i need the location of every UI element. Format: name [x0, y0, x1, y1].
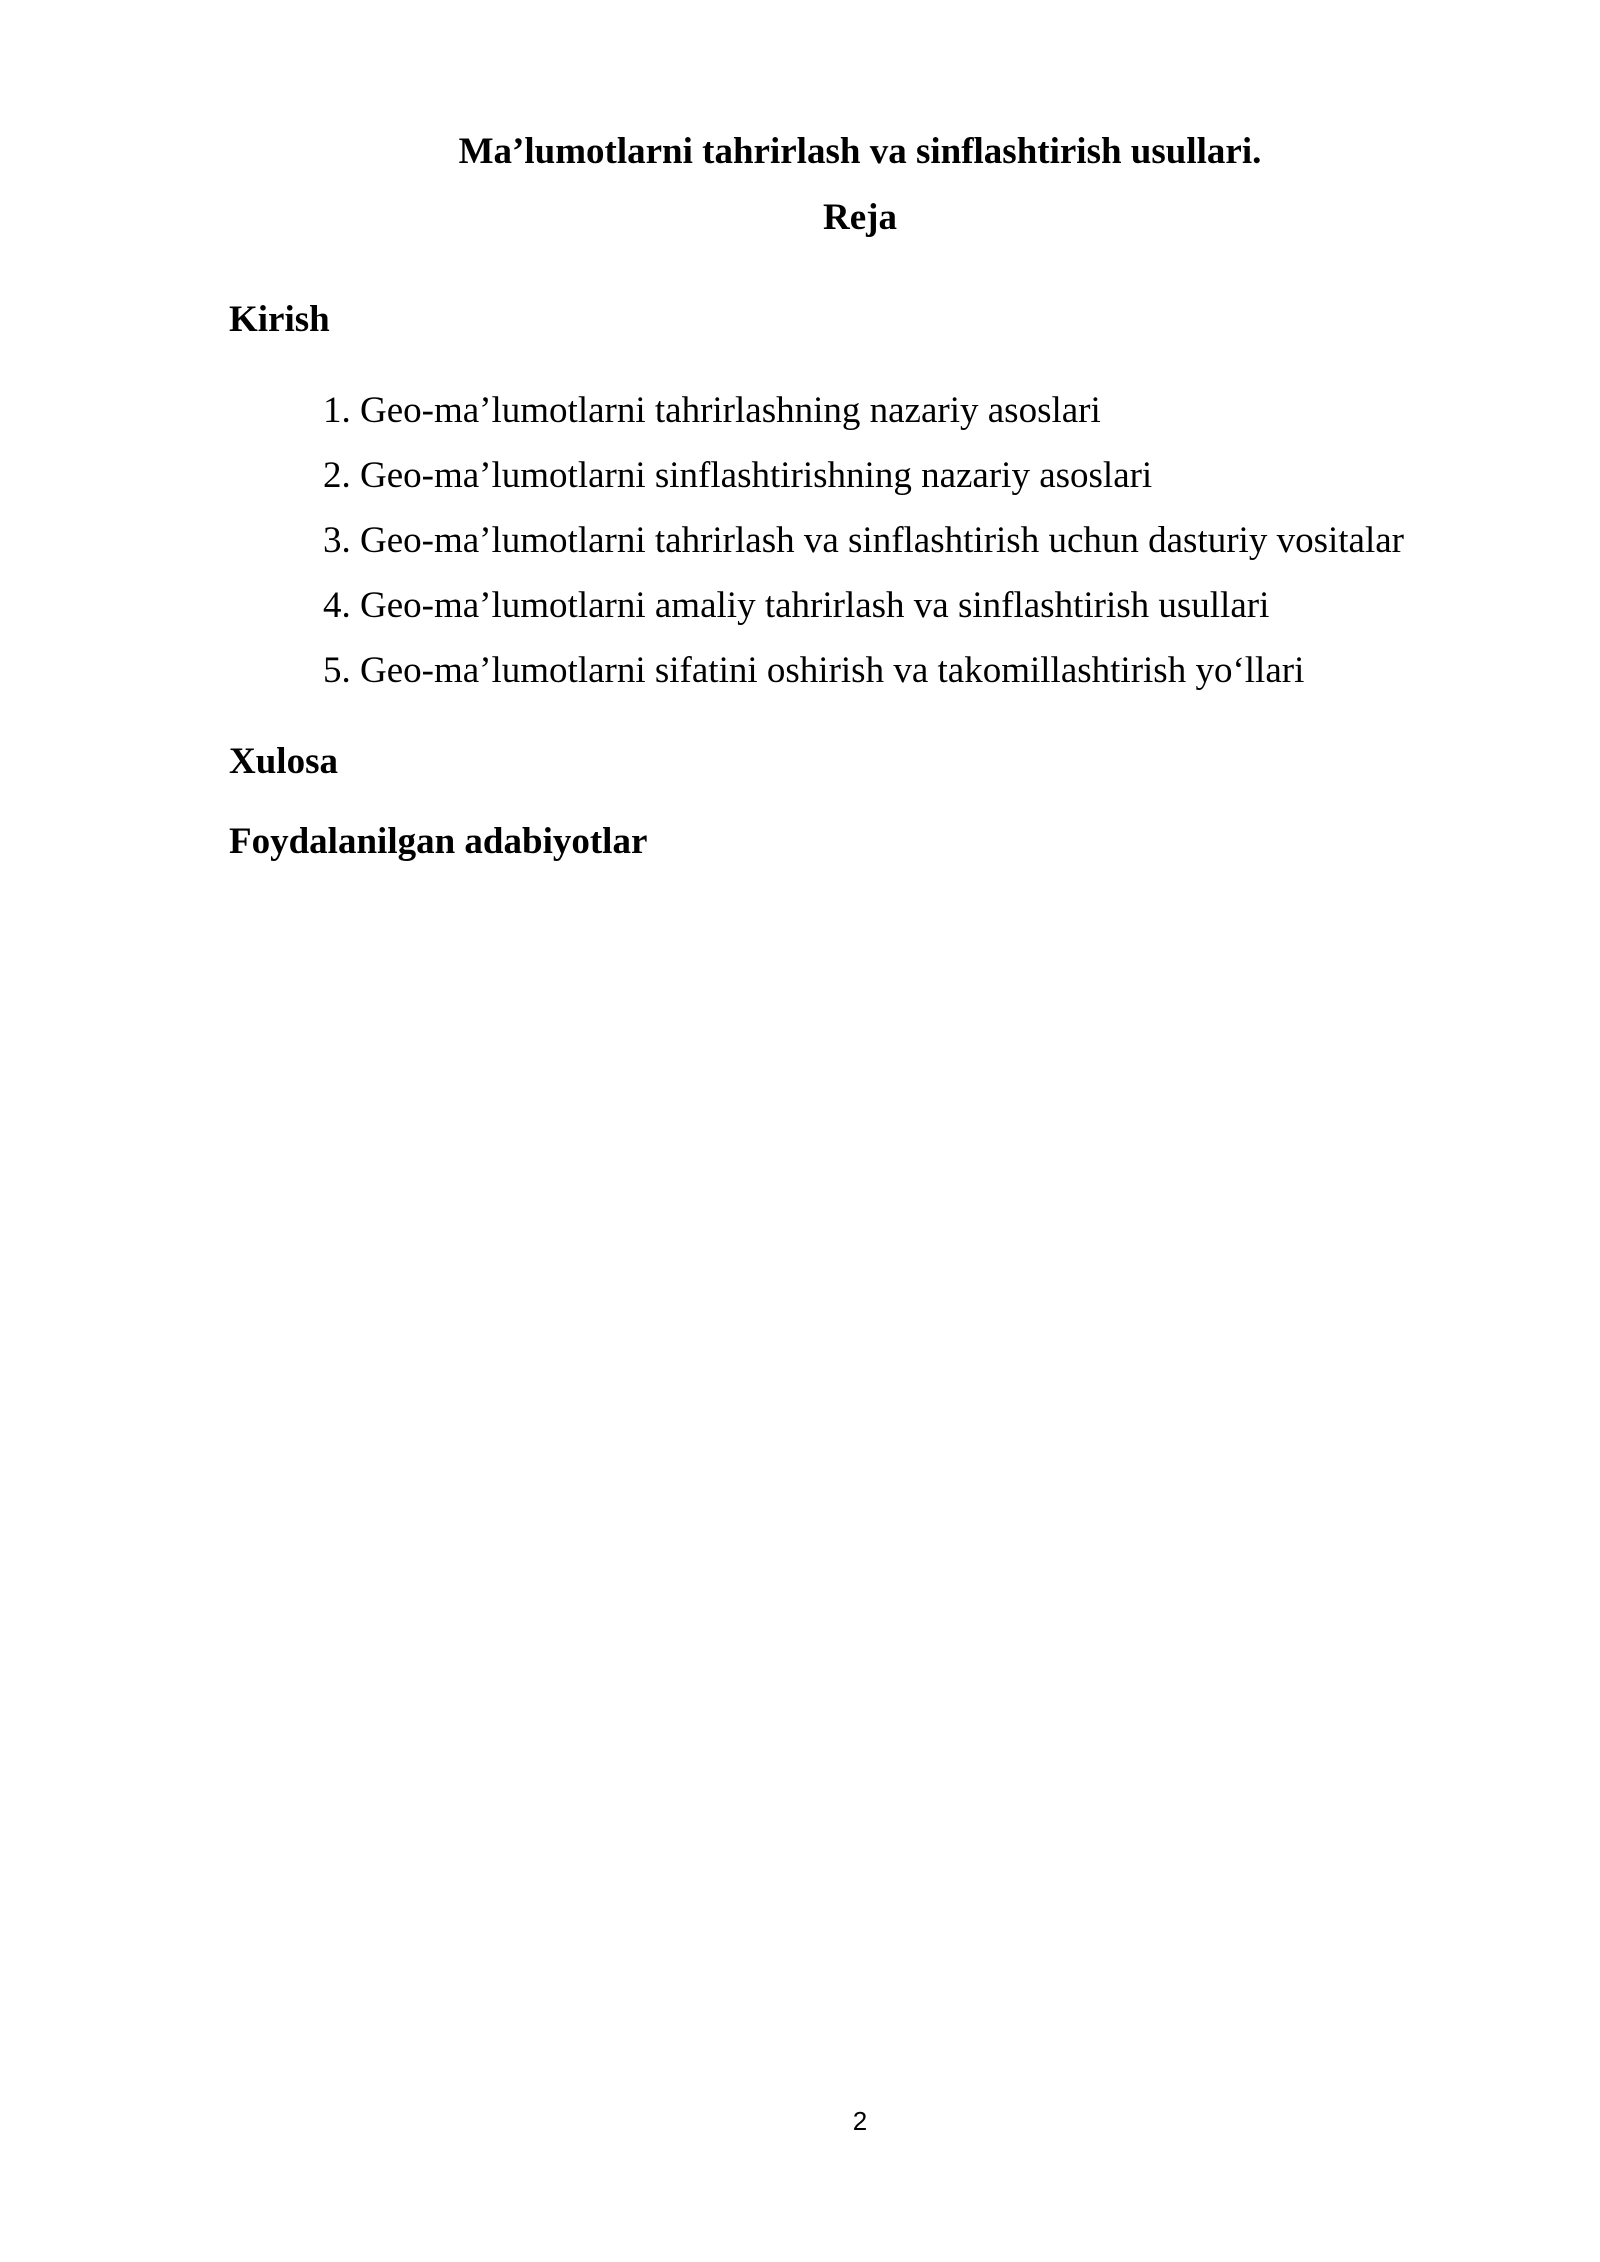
document-title: Ma’lumotlarni tahrirlash va sinflashtirish usullari. [458, 131, 1262, 172]
page-number: 2 [852, 2106, 868, 2136]
plan-item: 1. Geo-ma’lumotlarni tahrirlashning nazariy asoslari [323, 390, 1101, 431]
conclusion-heading: Xulosa [229, 741, 338, 782]
references-heading: Foydalanilgan adabiyotlar [229, 821, 648, 862]
plan-item: 4. Geo-ma’lumotlarni amaliy tahrirlash va sinflashtirish usullari [323, 585, 1270, 626]
intro-heading: Kirish [229, 299, 330, 340]
plan-item: 3. Geo-ma’lumotlarni tahrirlash va sinflashtirish uchun dasturiy vositalar [323, 520, 1404, 561]
plan-list [323, 378, 1404, 703]
plan-heading: Reja [823, 197, 897, 238]
plan-item: 2. Geo-ma’lumotlarni sinflashtirishning nazariy asoslari [323, 455, 1153, 496]
plan-item: 5. Geo-ma’lumotlarni sifatini oshirish va takomillashtirish yo‘llari [323, 650, 1305, 691]
